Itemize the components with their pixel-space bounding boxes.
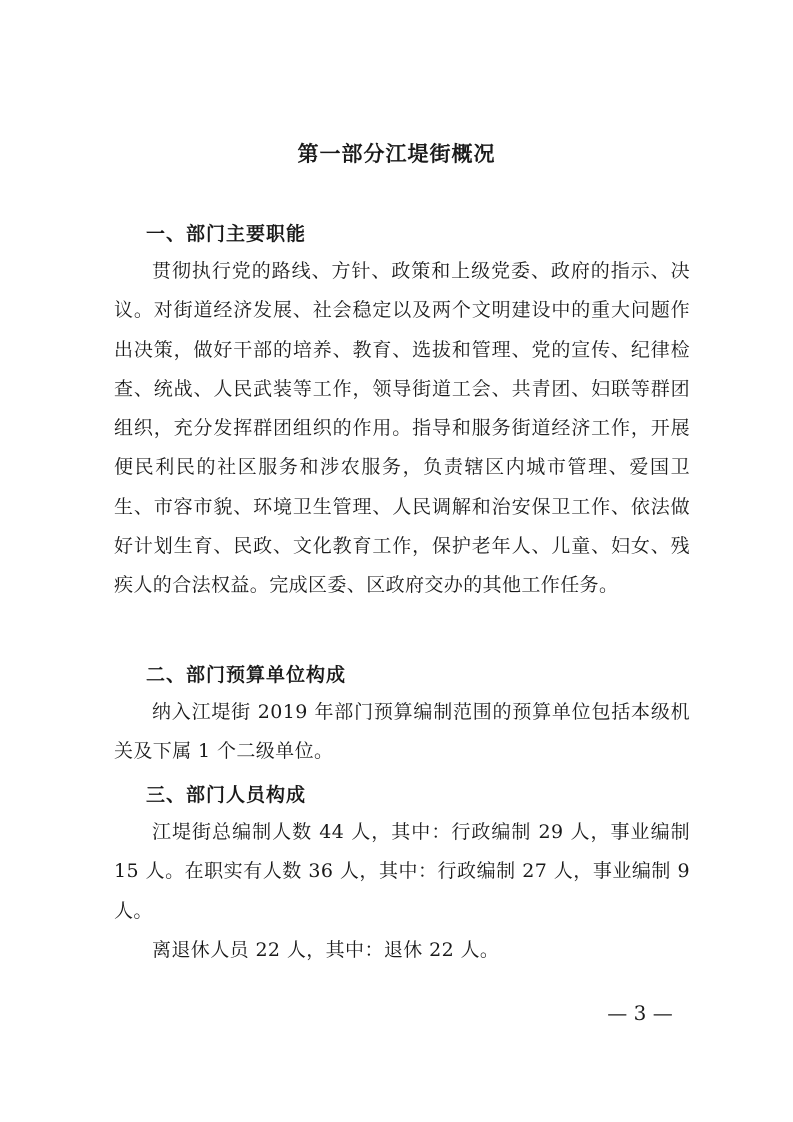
paragraph-functions: 贯彻执行党的路线、方针、政策和上级党委、政府的指示、决议。对街道经济发展、社会稳定以及两个文明建设中的重大问题作出决策，做好干部的培养、教育、选拔和管理、党的宣传、纪律检查、统战、人民武装等工作，领导街道工会、共青团、妇联等群团组织，充分发挥群团组织的作用。指导和服务街道经济工作，开展便民利民的社区服务和涉农服务，负责辖区内城市管理、爱国卫生、市容市貌、环境卫生管理、人民调解和治安保卫工作、依法做好计划生育、民政、文化教育工作，保护老年人、儿童、妇女、残疾人的合法权益。完成区委、区政府交办的其他工作任务。 <box>114 260 690 597</box>
paragraph-budget-units: 纳入江堤街 2019 年部门预算编制范围的预算单位包括本级机关及下属 1 个二级单位。 <box>114 701 690 763</box>
section-heading-staff: 三、部门人员构成 <box>146 784 307 806</box>
paragraph-retired-staff: 离退休人员 22 人，其中：退休 22 人。 <box>152 939 500 961</box>
section-heading-budget-units: 二、部门预算单位构成 <box>146 664 347 686</box>
paragraph-staff-establishment: 江堤街总编制人数 44 人，其中：行政编制 29 人，事业编制 15 人。在职实有人数 36 人，其中：行政编制 27 人，事业编制 9 人。 <box>114 821 690 922</box>
page-number: — 3 — <box>607 1001 673 1025</box>
page-title: 第一部分江堤街概况 <box>297 142 496 166</box>
section-heading-functions: 一、部门主要职能 <box>146 223 307 245</box>
